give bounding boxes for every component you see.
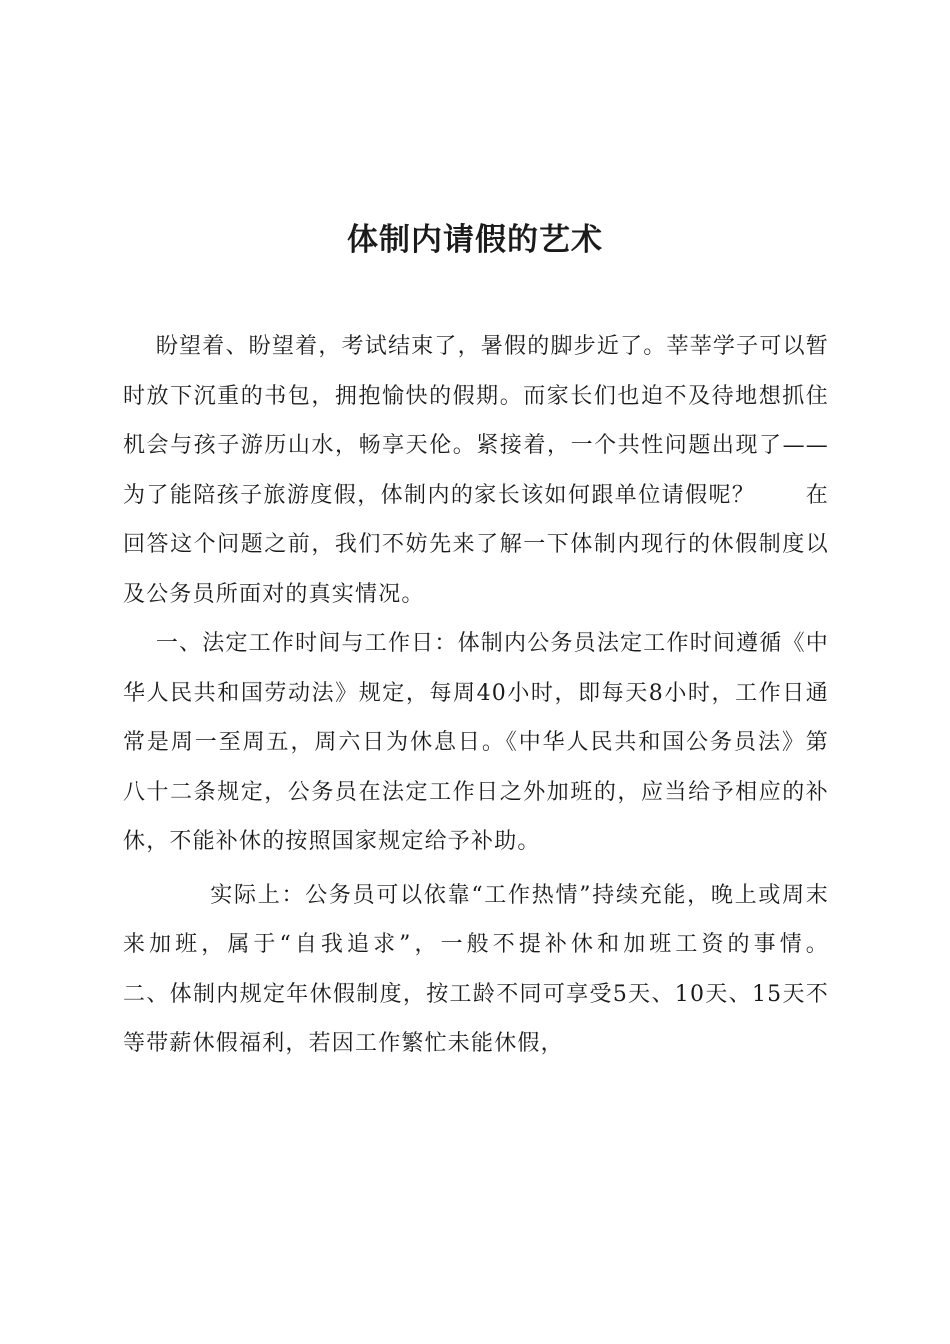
paragraph-working-hours: 一、法定工作时间与工作日：体制内公务员法定工作时间遵循《中华人民共和国劳动法》规定，每周40小时，即每天8小时，工作日通常是周一至周五，周六日为休息日。《中华人民共和国公务员法》第八十二条规定，公务员在法定工作日之外加班的，应当给予相应的补休，不能补休的按照国家规定给予补助。: [123, 631, 829, 854]
paragraph-reality-annual-leave: 实际上：公务员可以依靠“工作热情”持续充能，晚上或周末来加班，属于“自我追求”，一般不提补休和加班工资的事情。 二、体制内规定年休假制度，按工龄不同可享受5天、10天、15天不等带薪休假福利，若因工作繁忙未能休假，: [123, 882, 879, 1056]
paragraph-intro: 盼望着、盼望着，考试结束了，暑假的脚步近了。莘莘学子可以暂时放下沉重的书包，拥抱愉快的假期。而家长们也迫不及待地想抓住机会与孩子游历山水，畅享天伦。紧接着，一个共性问题出现了——为了能陪孩子旅游度假，体制内的家长该如何跟单位请假呢？ 在回答这个问题之前，我们不妨先来了解一下体制内现行的休假制度以及公务员所面对的真实情况。: [123, 334, 829, 607]
document-title: 体制内请假的艺术: [347, 222, 603, 258]
document-body: [123, 322, 879, 1069]
